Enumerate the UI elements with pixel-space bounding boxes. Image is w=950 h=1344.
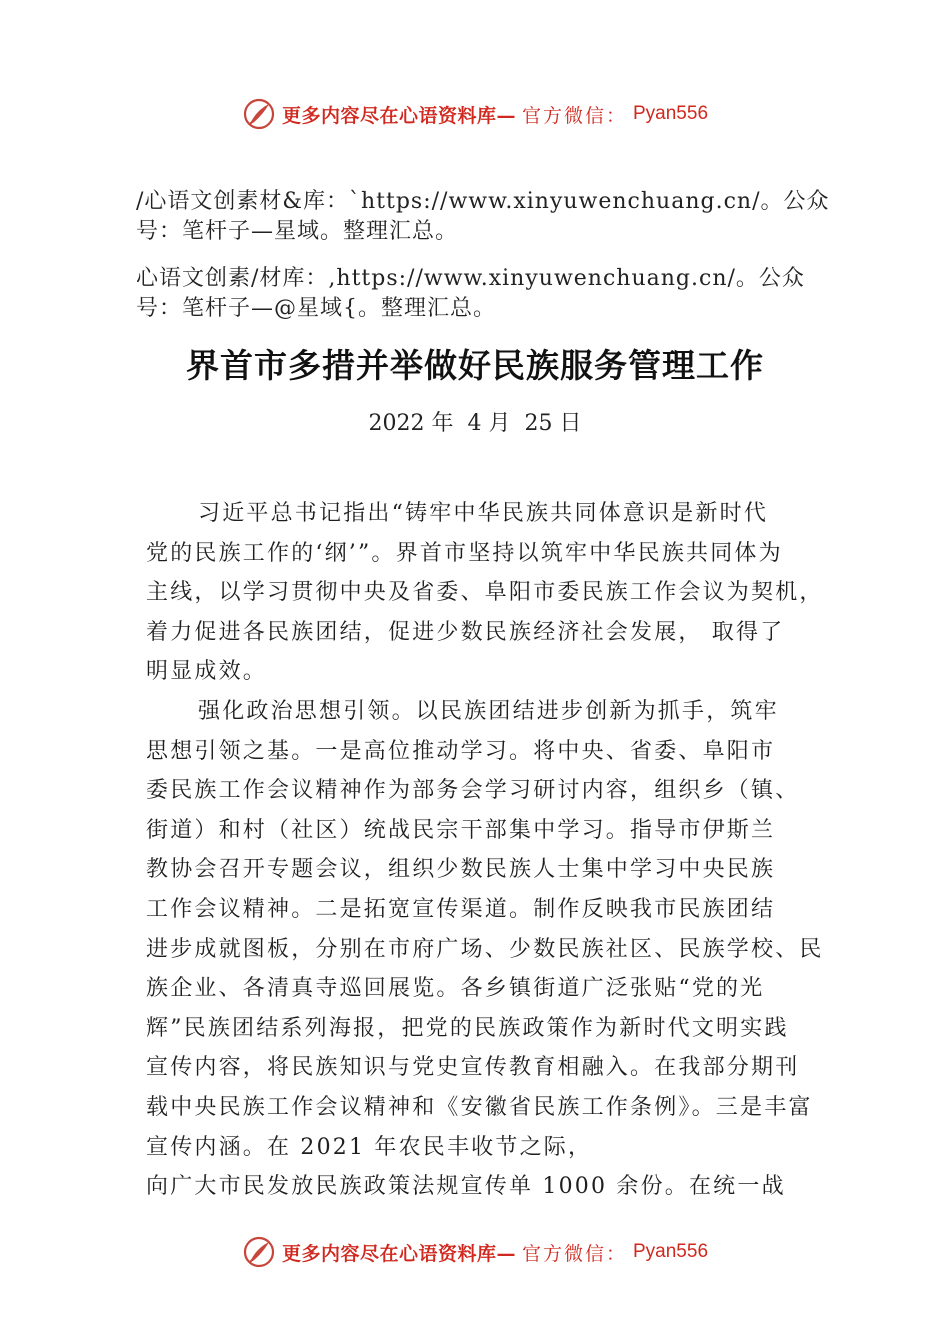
paragraph-1 [146, 494, 826, 692]
source-note-2-line-1: 心语文创素/材库：,https://www.xinyuwenchuang.cn/。公众 [136, 266, 805, 291]
quill-logo-icon [242, 97, 276, 131]
paragraph-line: 辉”民族团结系列海报，把党的民族政策作为新时代文明实践 [146, 1015, 789, 1041]
banner-wechat-label: 官方微信： [521, 104, 627, 127]
paragraph-line: 宣传内容，将民族知识与党史宣传教育相融入。在我部分期刊 [146, 1055, 800, 1081]
paragraph-line: 委民族工作会议精神作为部务会学习研讨内容，组织乡（镇、 [146, 778, 800, 804]
header-watermark-banner [0, 94, 950, 134]
paragraph-line: 党的民族工作的‘纲’”。界首市坚持以筑牢中华民族共同体为 [146, 540, 783, 566]
source-note-1-line-1: /心语文创素材&库：`https://www.xinyuwenchuang.cn/。公众 [136, 189, 830, 214]
banner-main-text: 更多内容尽在心语资料库— [281, 104, 516, 127]
quill-logo-icon [242, 1235, 276, 1269]
paragraph-line: 明显成效。 [146, 659, 268, 685]
banner-wechat-id: Pyan556 [633, 1241, 709, 1262]
paragraph-2 [146, 692, 826, 1207]
paragraph-line: 着力促进各民族团结，促进少数民族经济社会发展， 取得了 [146, 619, 785, 645]
paragraph-line: 工作会议精神。二是拓宽宣传渠道。制作反映我市民族团结 [146, 896, 776, 922]
banner-wechat-label: 官方微信： [521, 1242, 627, 1265]
paragraph-line: 主线，以学习贯彻中央及省委、阜阳市委民族工作会议为契机， [146, 580, 824, 606]
paragraph-line: 载中央民族工作会议精神和《安徽省民族工作条例》。三是丰富 [146, 1094, 813, 1120]
paragraph-line: 宣传内涵。在 2021 年农民丰收节之际， [146, 1134, 593, 1160]
article-title: 界首市多措并举做好民族服务管理工作 [186, 346, 764, 385]
source-note-1-line-2: 号：笔杆子—星域。整理汇总。 [136, 219, 459, 244]
paragraph-line: 向广大市民发放民族政策法规宣传单 1000 余份。在统一战 [146, 1174, 786, 1200]
paragraph-line: 习近平总书记指出“铸牢中华民族共同体意识是新时代 [198, 501, 769, 526]
paragraph-line: 教协会召开专题会议，组织少数民族人士集中学习中央民族 [146, 857, 776, 883]
footer-watermark-banner [0, 1232, 950, 1272]
article-date: 2022 年 4 月 25 日 [368, 411, 582, 436]
paragraph-line: 强化政治思想引领。以民族团结进步创新为抓手，筑牢 [198, 699, 779, 724]
paragraph-line: 族企业、各清真寺巡回展览。各乡镇街道广泛张贴“党的光 [146, 976, 765, 1002]
banner-wechat-id: Pyan556 [633, 103, 709, 124]
banner-main-text: 更多内容尽在心语资料库— [281, 1242, 516, 1265]
source-note-2-line-2: 号：笔杆子—@星域{。整理汇总。 [136, 296, 496, 321]
paragraph-line: 思想引领之基。一是高位推动学习。将中央、省委、阜阳市 [146, 738, 776, 764]
paragraph-line: 街道）和村（社区）统战民宗干部集中学习。指导市伊斯兰 [146, 817, 776, 843]
paragraph-line: 进步成就图板，分别在市府广场、少数民族社区、民族学校、民 [146, 936, 824, 962]
